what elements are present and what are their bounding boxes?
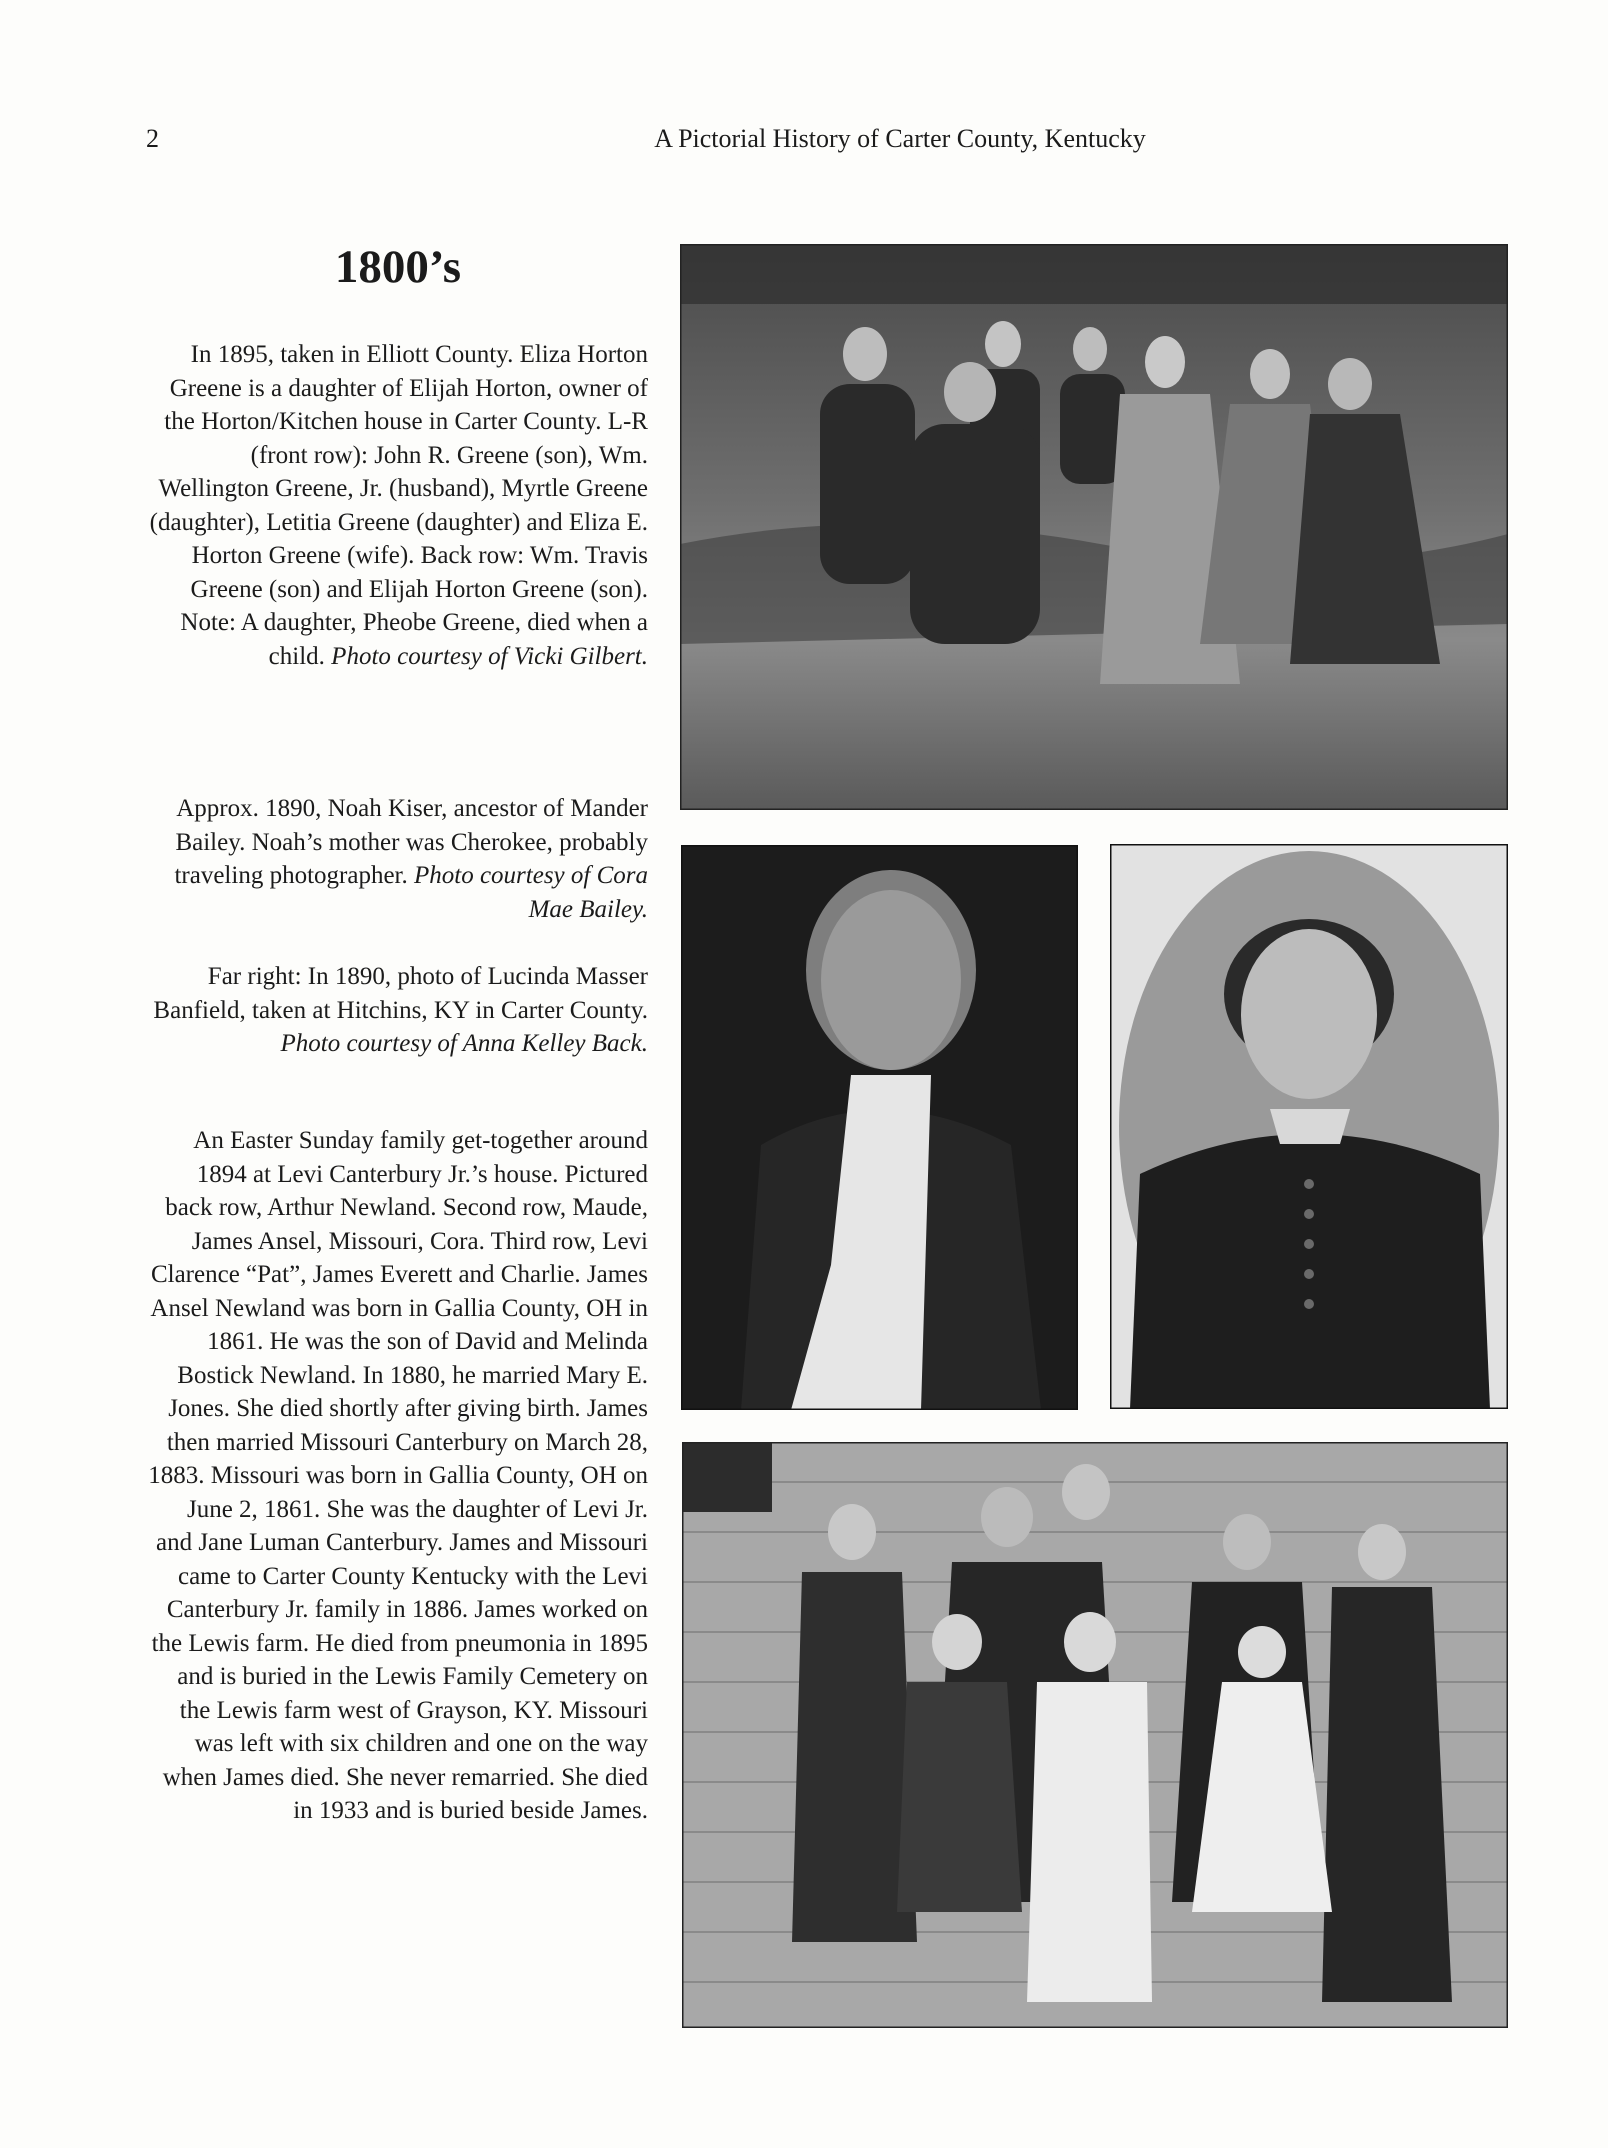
lucinda-banfield-portrait: [1110, 844, 1508, 1409]
caption-greene-family: [148, 338, 648, 673]
caption-noah-kiser: [148, 792, 648, 926]
caption-text: Far right: In 1890, photo of Lucinda Masser Banfield, taken at Hitchins, KY in Carter County.: [153, 963, 648, 1024]
caption-text: Approx. 1890, Noah Kiser, ancestor of Mander Bailey. Noah’s mother was Cherokee, probably traveling photographer.: [174, 795, 648, 889]
greene-family-photo: [680, 244, 1508, 810]
noah-kiser-portrait: [681, 845, 1078, 1410]
photo-credit: Photo courtesy of Anna Kelley Back.: [280, 1030, 648, 1057]
newland-family-photo: [682, 1442, 1508, 2028]
caption-text: An Easter Sunday family get-together around 1894 at Levi Canterbury Jr.’s house. Pictured back row, Arthur Newland. Second row, Maude, James Ansel, Missouri, Cora. Third row, Levi Clarence “Pat”, James Everett and Charlie. James Ansel Newland was born in Gallia County, OH in 1861. He was the son of David and Melinda Bostick Newland. In 1880, he married Mary E. Jones. She died shortly after giving birth. James then married Missouri Canterbury on March 28, 1883. Missouri was born in Gallia County, OH on June 2, 1861. She was the daughter of Levi Jr. and Jane Luman Canterbury. James and Missouri came to Carter County Kentucky with the Levi Canterbury Jr. family in 1886. James worked on the Lewis farm. He died from pneumonia in 1895 and is buried in the Lewis Family Cemetery on the Lewis farm west of Grayson, KY. Missouri was left with six children and one on the way when James died. She never remarried. She died in 1933 and is buried beside James.: [148, 1127, 648, 1824]
photo-credit: Photo courtesy of Vicki Gilbert.: [331, 642, 648, 670]
caption-text: In 1895, taken in Elliott County. Eliza Horton Greene is a daughter of Elijah Horton, owner of the Horton/Kitchen house in Carter County. L-R (front row): John R. Greene (son), Wm. Wellington Greene, Jr. (husband), Myrtle Greene (daughter), Letitia Greene (daughter) and Eliza E. Horton Greene (wife). Back row: Wm. Travis Greene (son) and Elijah Horton Greene (son). Note: A daughter, Pheobe Greene, died when a child.: [149, 341, 648, 670]
section-title: 1800’s: [334, 241, 462, 293]
page-number: 2: [146, 124, 159, 153]
photo-credit: Photo courtesy of Cora Mae Bailey.: [413, 862, 648, 923]
caption-newland-family: [148, 1124, 648, 1828]
running-title: A Pictorial History of Carter County, Kentucky: [654, 124, 1146, 153]
caption-lucinda-banfield: [148, 960, 648, 1061]
